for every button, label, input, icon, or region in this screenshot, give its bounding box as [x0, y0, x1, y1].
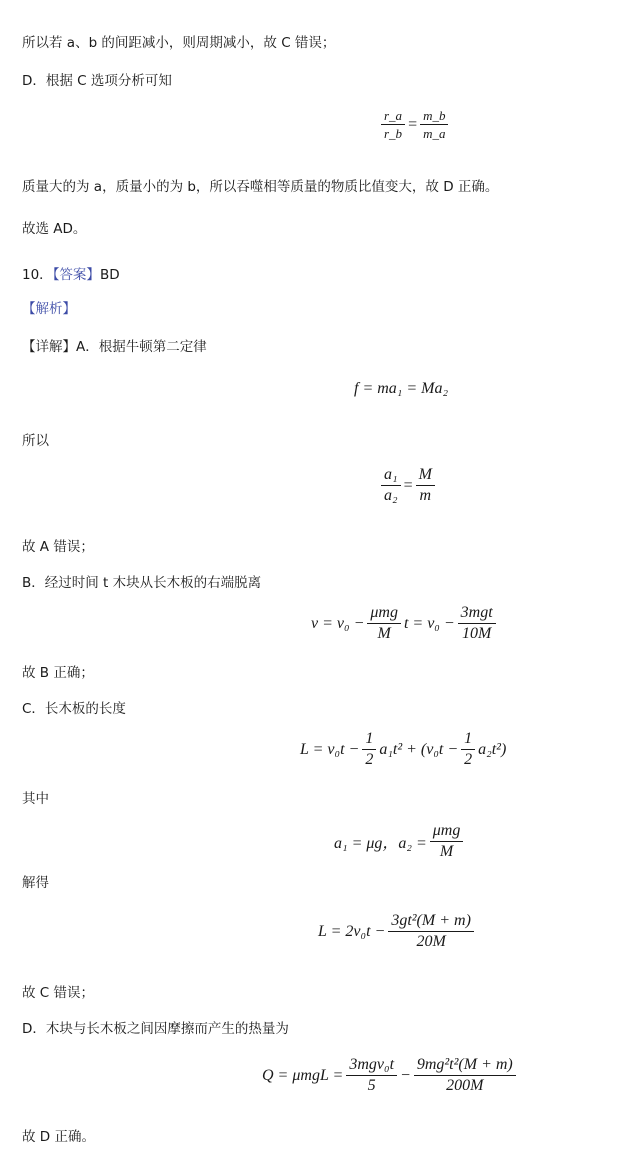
- fraction-half-1: [362, 730, 376, 769]
- frac-den: M: [377, 625, 391, 642]
- fraction-umg-M: [430, 822, 464, 861]
- eq-mid: a₁t² + (v₀t −: [379, 740, 459, 758]
- fraction-9mg2t2: [414, 1056, 516, 1095]
- frac-den: 20M: [416, 933, 446, 950]
- equation-velocity: [311, 604, 499, 643]
- frac-den: m_a: [423, 126, 446, 141]
- question-number: 10．: [22, 267, 53, 283]
- frac-den: 10M: [461, 625, 492, 642]
- eq-mid: t = v₀ −: [403, 614, 455, 632]
- text-line-2: D．根据 C 选项分析可知: [22, 73, 172, 89]
- text-line-b: B．经过时间 t 木块从长木板的右端脱离: [22, 575, 262, 591]
- equation-ratio-r-m: [378, 108, 451, 141]
- equation-accelerations: [334, 822, 466, 861]
- equation-length-result: [318, 912, 477, 951]
- text-line-d-right: 故 D 正确。: [22, 1129, 95, 1145]
- frac-num: 9mg²t²(M + m): [414, 1056, 516, 1076]
- fraction-3mgt: [458, 604, 496, 643]
- fraction-3mgv0t: [346, 1056, 397, 1095]
- eq-lhs: a₁ = μg，a₂ =: [334, 835, 427, 852]
- text-line-c-wrong: 故 C 错误；: [22, 985, 95, 1001]
- detail-tag: 【详解】: [22, 339, 76, 355]
- fraction-a: [381, 466, 401, 505]
- fraction-mM: [416, 466, 435, 505]
- frac-den: M: [439, 843, 454, 860]
- frac-den: 5: [367, 1077, 376, 1094]
- text-line-4: 故选 AD。: [22, 221, 87, 237]
- frac-num: 1: [461, 730, 475, 750]
- analysis-tag: 【解析】: [22, 301, 76, 317]
- answer-value: BD: [99, 267, 120, 283]
- text-line-c: C．长木板的长度: [22, 701, 126, 717]
- equation-length: [300, 730, 506, 769]
- eq-lhs: v = v₀ −: [311, 614, 365, 632]
- text-line-3: 质量大的为 a，质量小的为 b，所以吞噬相等质量的物质比值变大，故 D 正确。: [22, 179, 499, 195]
- frac-num: μmg: [430, 822, 464, 842]
- frac-num: 3gt²(M + m): [388, 912, 474, 932]
- frac-num: 3mgv₀t: [346, 1056, 397, 1076]
- frac-den: 2: [464, 751, 473, 768]
- text-line-so: 所以: [22, 433, 49, 449]
- equation-newton: f = ma₁ = Ma₂: [354, 380, 449, 397]
- frac-num: 1: [362, 730, 376, 750]
- answer-tag: 【答案】: [52, 267, 100, 283]
- detail-line: [22, 338, 207, 356]
- text-line-solve: 解得: [22, 875, 49, 891]
- detail-text: A．根据牛顿第二定律: [76, 339, 207, 355]
- text-line-a-wrong: 故 A 错误；: [22, 539, 94, 555]
- frac-num: m_b: [420, 108, 448, 125]
- frac-num: r_a: [381, 108, 405, 125]
- fraction-r: [381, 108, 405, 141]
- equation-ratio-a: [378, 466, 438, 505]
- eq-lhs: L = v₀t −: [300, 740, 360, 758]
- frac-den: m: [419, 487, 432, 504]
- fraction-3gt2: [388, 912, 474, 951]
- text-line-where: 其中: [22, 791, 49, 807]
- frac-num: 3mgt: [458, 604, 496, 624]
- fraction-m: [420, 108, 448, 141]
- eq-end: a₂t²): [478, 740, 507, 758]
- eq-mid: −: [400, 1066, 411, 1084]
- frac-num: a₁: [381, 466, 401, 486]
- eq-lhs: L = 2v₀t −: [318, 922, 386, 940]
- frac-num: μmg: [367, 604, 401, 624]
- text-line-d: D．木块与长木板之间因摩擦而产生的热量为: [22, 1021, 289, 1037]
- text-line-b-right: 故 B 正确；: [22, 665, 94, 681]
- equation-heat: [262, 1056, 519, 1095]
- frac-den: 200M: [446, 1077, 484, 1094]
- answer-line: [22, 266, 120, 284]
- equals-sign: =: [408, 115, 418, 133]
- text-line-1: 所以若 a、b 的间距减小，则周期减小，故 C 错误；: [22, 35, 336, 51]
- frac-den: r_b: [384, 126, 403, 141]
- eq-lhs: Q = μmgL =: [262, 1066, 344, 1084]
- fraction-umg-M: [367, 604, 401, 643]
- fraction-half-2: [461, 730, 475, 769]
- equals-sign: =: [403, 476, 413, 494]
- frac-num: M: [416, 466, 435, 486]
- frac-den: a₂: [384, 487, 398, 504]
- frac-den: 2: [365, 751, 374, 768]
